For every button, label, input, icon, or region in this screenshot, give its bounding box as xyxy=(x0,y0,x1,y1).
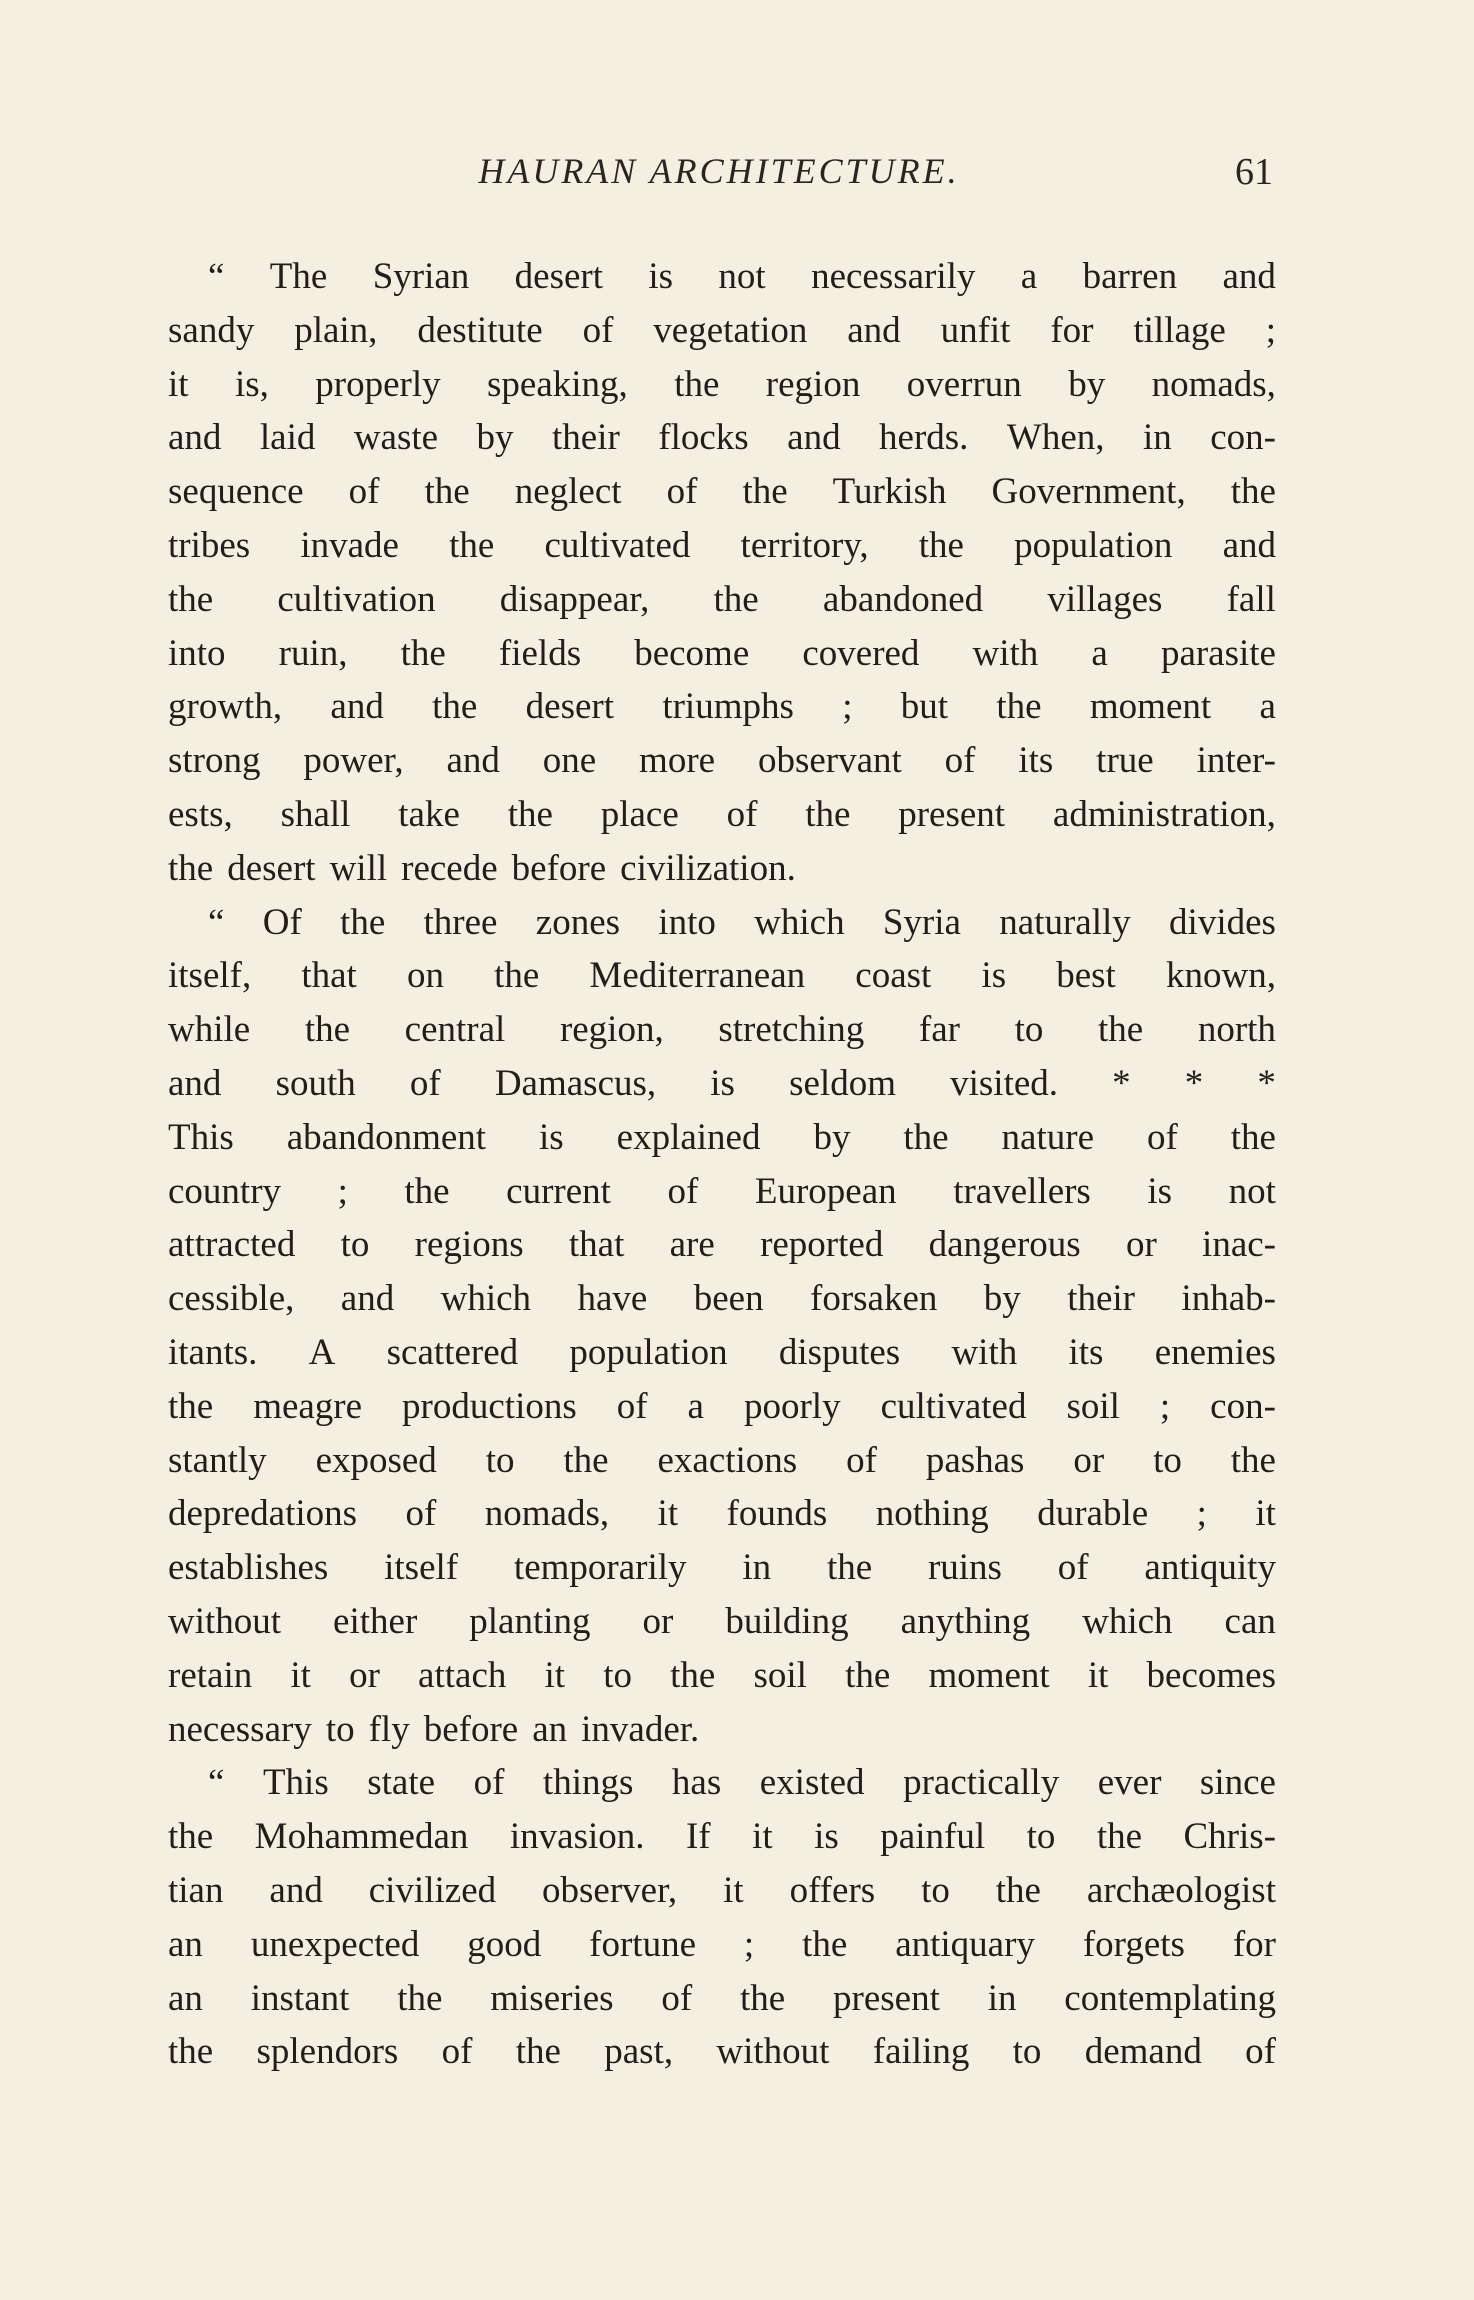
text-line: necessary to fly before an invader. xyxy=(168,1708,700,1750)
text-line: itants. A scattered population disputes with its enemies xyxy=(168,1331,1276,1373)
text-line: the desert will recede before civilization. xyxy=(168,847,796,889)
running-title: HAURAN ARCHITECTURE. xyxy=(478,151,960,191)
text-line: tribes invade the cultivated territory, the population and xyxy=(168,524,1276,566)
text-line: and south of Damascus, is seldom visited. * * * xyxy=(168,1062,1276,1104)
text-line: it is, properly speaking, the region overrun by nomads, xyxy=(168,363,1276,405)
text-line: itself, that on the Mediterranean coast is best known, xyxy=(168,955,1276,997)
text-line: stantly exposed to the exactions of pashas or to the xyxy=(168,1439,1276,1481)
text-line: “ This state of things has existed practically ever since xyxy=(208,1762,1276,1804)
text-line: establishes itself temporarily in the ruins of antiquity xyxy=(168,1547,1276,1589)
text-line: sequence of the neglect of the Turkish Government, the xyxy=(168,471,1276,513)
page-number: 61 xyxy=(1235,151,1273,193)
text-line: retain it or attach it to the soil the moment it becomes xyxy=(168,1654,1276,1696)
text-line: country ; the current of European travellers is not xyxy=(168,1170,1276,1212)
text-line: ests, shall take the place of the present administration, xyxy=(168,793,1276,835)
text-line: “ Of the three zones into which Syria naturally divides xyxy=(208,901,1276,943)
body-text xyxy=(168,250,1276,2079)
text-line: into ruin, the fields become covered with a parasite xyxy=(168,632,1276,674)
text-line: growth, and the desert triumphs ; but the moment a xyxy=(168,686,1276,728)
text-line: an instant the miseries of the present in contemplating xyxy=(168,1977,1276,2019)
text-line: the cultivation disappear, the abandoned villages fall xyxy=(168,578,1276,620)
text-line: the Mohammedan invasion. If it is painful to the Chris- xyxy=(168,1816,1276,1858)
text-line: tian and civilized observer, it offers to the archæologist xyxy=(168,1869,1276,1911)
text-line: sandy plain, destitute of vegetation and unfit for tillage ; xyxy=(168,309,1276,351)
text-line: This abandonment is explained by the nature of the xyxy=(168,1116,1276,1158)
text-line: the meagre productions of a poorly cultivated soil ; con- xyxy=(168,1385,1276,1427)
text-line: the splendors of the past, without failing to demand of xyxy=(168,2031,1276,2073)
text-line: without either planting or building anything which can xyxy=(168,1600,1276,1642)
text-line: an unexpected good fortune ; the antiquary forgets for xyxy=(168,1923,1276,1965)
text-line: while the central region, stretching far to the north xyxy=(168,1009,1276,1051)
running-head xyxy=(165,150,1273,210)
text-line: cessible, and which have been forsaken by their inhab- xyxy=(168,1278,1276,1320)
text-line: and laid waste by their flocks and herds. When, in con- xyxy=(168,417,1276,459)
text-line: “ The Syrian desert is not necessarily a barren and xyxy=(208,256,1276,297)
text-line: attracted to regions that are reported dangerous or inac- xyxy=(168,1224,1276,1266)
text-line: strong power, and one more observant of its true inter- xyxy=(168,740,1276,782)
text-line: depredations of nomads, it founds nothing durable ; it xyxy=(168,1493,1276,1535)
